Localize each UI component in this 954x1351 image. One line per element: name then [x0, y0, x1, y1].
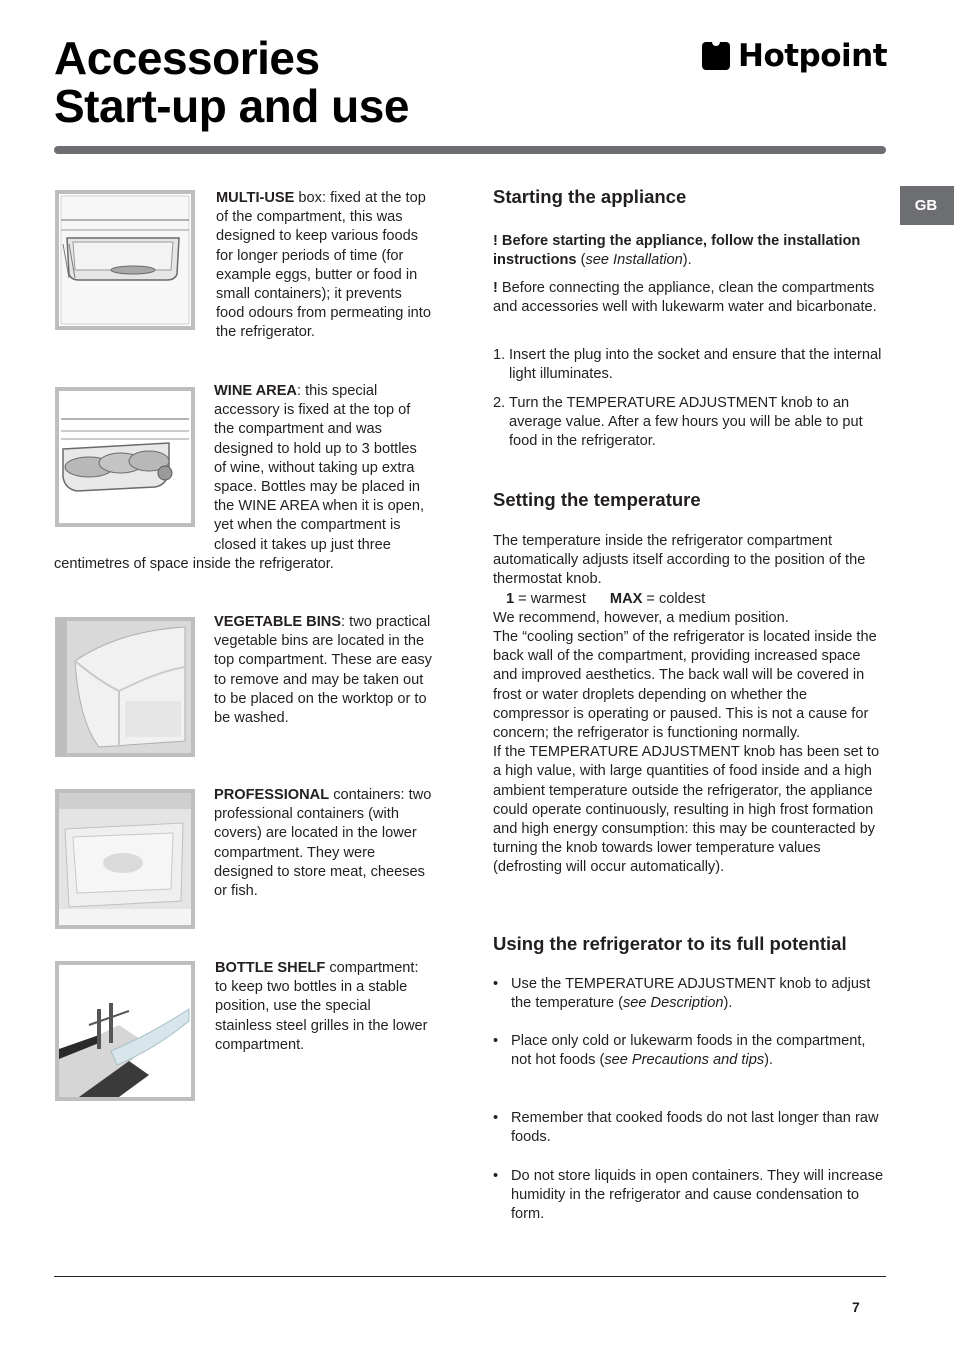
language-tab: GB: [900, 186, 954, 225]
vegetable-bins-name: VEGETABLE BINS: [214, 614, 342, 630]
multi-use-illustration: [59, 194, 191, 326]
wine-area-image: [55, 387, 195, 527]
tip-item: • Do not store liquids in open containers. They will increase humidity in the refrigerator and cause condensation to form.: [493, 1168, 884, 1223]
starting-step-2: 2. Turn the TEMPERATURE ADJUSTMENT knob to an average value. After a few hours you will be able to put food in the refrigerator.: [493, 395, 863, 450]
starting-warning-1: ! Before starting the appliance, follow the installation instructions (see Installation).: [493, 233, 861, 269]
multi-use-name: MULTI-USE: [216, 190, 295, 206]
starting-heading: Starting the appliance: [493, 186, 687, 207]
wine-area-name: WINE AREA: [214, 383, 297, 399]
title-line-1: Accessories: [54, 32, 320, 84]
professional-containers-image: [55, 789, 195, 929]
bottle-shelf-name: BOTTLE SHELF: [215, 960, 326, 976]
brand-mark-icon: [702, 42, 730, 70]
wine-area-illustration: [59, 391, 191, 523]
potential-heading: Using the refrigerator to its full potential: [493, 933, 847, 954]
starting-step-1: 1. Insert the plug into the socket and ensure that the internal light illuminates.: [493, 347, 882, 383]
title-line-2: Start-up and use: [54, 80, 409, 132]
temperature-intro: The temperature inside the refrigerator compartment automatically adjusts itself according to the position of the thermostat knob.: [493, 533, 866, 588]
vegetable-bins-description: VEGETABLE BINS: two practical vegetable bins are located in the top compartment. These are easy to remove and may be taken out to be placed on the worktop or to be washed.: [214, 614, 432, 727]
professional-name: PROFESSIONAL: [214, 787, 330, 803]
cooling-section-text: The “cooling section” of the refrigerator is located inside the back wall of the compartment, providing increased space and improved aesthetics. The back wall will be covered in frost or water droplets depending on whether the compressor is operating or paused. This is not a cause for concern; the refrigerator is functioning normally.: [493, 629, 877, 742]
temperature-heading: Setting the temperature: [493, 489, 701, 510]
bottle-shelf-image: [55, 961, 195, 1101]
brand-logo: [702, 38, 887, 74]
bottle-shelf-illustration: [59, 965, 191, 1097]
multi-use-image: [55, 190, 195, 330]
professional-containers-illustration: [59, 793, 191, 925]
vegetable-bins-image: [55, 617, 195, 757]
tip-item: • Use the TEMPERATURE ADJUSTMENT knob to adjust the temperature (see Description).: [493, 976, 871, 1012]
header-rule: [54, 146, 886, 154]
page-title: [54, 34, 409, 130]
vegetable-bins-illustration: [59, 621, 191, 753]
wine-area-description-tail: centimetres of space inside the refrigerator.: [54, 556, 334, 572]
tip-item: • Place only cold or lukewarm foods in the compartment, not hot foods (see Precautions and tips).: [493, 1033, 866, 1069]
professional-description: PROFESSIONAL containers: two professional containers (with covers) are located in the lower compartment. They were designed to store meat, cheeses or fish.: [214, 787, 432, 900]
multi-use-description: MULTI-USE box: fixed at the top of the compartment, this was designed to keep various foods for longer periods of time (for example eggs, butter or food in small containers); it prevents food odours from permeating into the refrigerator.: [216, 190, 431, 341]
page-number: 7: [852, 1299, 860, 1315]
footer-rule: [54, 1276, 886, 1277]
tip-item: • Remember that cooked foods do not last longer than raw foods.: [493, 1110, 879, 1146]
starting-warning-2: ! Before connecting the appliance, clean the compartments and accessories well with lukewarm water and bicarbonate.: [493, 280, 877, 316]
warning-mark: !: [493, 280, 498, 296]
brand-name: Hotpoint: [738, 38, 888, 74]
temperature-body: [493, 532, 885, 878]
warning-mark: !: [493, 233, 498, 249]
thermostat-scale: 1 = warmest MAX = coldest: [506, 590, 706, 607]
high-setting-text: If the TEMPERATURE ADJUSTMENT knob has been set to a high value, with large quantities of food inside and a high ambient temperature outside the refrigerator, the appliance could operate continuously, resulting in high frost formation and high energy consumption: this may be counteracted by turning the knob towards lower temperature values (defrosting will occur automatically).: [493, 744, 880, 876]
bottle-shelf-description: BOTTLE SHELF compartment: to keep two bottles in a stable position, use the special stainless steel grilles in the lower compartment.: [215, 960, 428, 1053]
temperature-recommend: We recommend, however, a medium position.: [493, 609, 789, 626]
wine-area-description: WINE AREA: this special accessory is fixed at the top of the compartment and was designed to hold up to 3 bottles of wine, without taking up extra space. Bottles may be placed in the WINE AREA when it is open, yet when the compartment is closed it takes up just three: [214, 383, 425, 553]
